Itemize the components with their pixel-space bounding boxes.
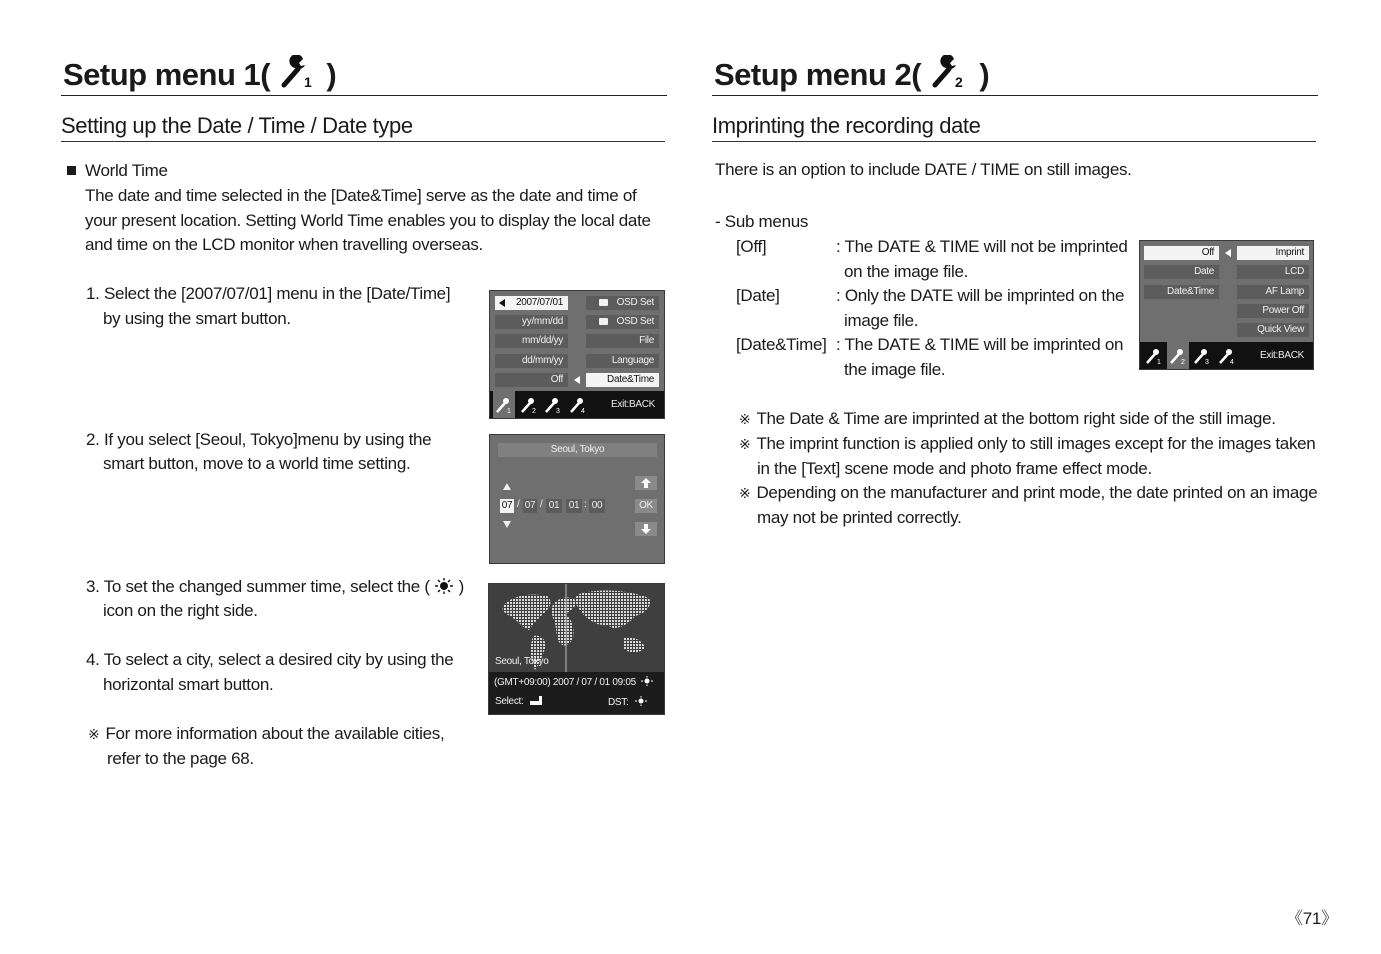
dst-hint [608,696,647,708]
menu-item-file[interactable]: File [586,334,659,348]
selection-arrow-icon [574,376,580,384]
setup-tab-2-icon[interactable] [1167,342,1189,369]
step-3-line-2: icon on the right side. [103,601,258,620]
svg-text:2: 2 [1181,359,1185,366]
map-city-label: Seoul, Tokyo [495,656,549,667]
right-title-rule [712,95,1318,96]
exit-back-label[interactable]: Exit:BACK [1260,350,1304,361]
lcd-screen-world-map [488,583,665,715]
right-note-3-line-2: may not be printed correctly. [757,508,962,527]
setup-tab-bar [490,391,664,418]
svg-text:1: 1 [304,74,312,89]
menu-item-osd-set-1[interactable]: OSD Set [586,296,659,310]
submenu-off-desc-2: on the image file. [844,262,969,281]
submenu-off-desc-1: : The DATE & TIME will not be imprinted [836,237,1128,256]
select-hint [495,696,542,707]
playback-icon [599,318,608,325]
world-time-label: World Time [85,161,168,180]
up-arrow-icon[interactable] [635,476,657,490]
lcd-screen-date-menu [489,290,665,419]
left-note-text-1: For more information about the available cities, [105,724,445,743]
step-2-line-1: 2. If you select [Seoul, Tokyo]menu by using the [86,430,432,449]
right-title-close: ) [979,57,990,92]
menu-item-imprint[interactable]: Imprint [1237,246,1309,260]
setup-tab-4-icon[interactable] [1216,342,1238,369]
dst-hint-sun-icon [635,696,647,706]
intro-line-3: and time on the LCD monitor when travelling overseas. [85,235,483,254]
submenu-date-key: [Date] [736,286,780,305]
submenu-datetime-key: [Date&Time] [736,335,827,354]
left-page-title [63,55,336,93]
right-subtitle-rule [712,141,1316,142]
left-arrow-icon [499,299,505,307]
field-hour[interactable]: 01 [566,499,582,513]
menu-item-off[interactable]: Off [495,373,568,387]
wrench-1-icon [278,55,318,89]
dst-label: DST: [608,697,629,708]
step-1-line-1: 1. Select the [2007/07/01] menu in the [Date/Time] [86,284,451,303]
setup-tab-4-icon[interactable] [567,391,589,418]
submenu-date-desc-2: image file. [844,311,919,330]
slash-separator-1: / [517,499,520,510]
down-triangle-icon [503,521,511,528]
slash-separator-2: / [540,499,543,510]
page-number: 《71》 [1286,909,1338,928]
menu-item-yymmdd[interactable]: yy/mm/dd [495,315,568,329]
down-arrow-icon[interactable] [635,522,657,536]
imprint-option-off[interactable]: Off [1144,246,1219,260]
submenu-off-key: [Off] [736,237,767,256]
menu-item-osd-set-2[interactable]: OSD Set [586,315,659,329]
setup-tab-2-icon[interactable] [518,391,540,418]
svg-text:1: 1 [507,408,511,415]
svg-text:3: 3 [556,408,560,415]
lcd-screen-world-time-setting [489,434,665,564]
submenu-datetime-desc-2: the image file. [844,360,946,379]
square-bullet-icon [67,166,76,175]
reference-mark: ※ [88,726,100,742]
world-time-heading [67,159,168,184]
imprint-option-date[interactable]: Date [1144,265,1219,279]
reference-mark: ※ [739,485,751,501]
field-year[interactable]: 01 [546,499,562,513]
field-month[interactable]: 07 [501,500,513,511]
left-subtitle-rule [61,141,665,142]
exit-back-label[interactable]: Exit:BACK [611,399,655,410]
setup-tab-1-icon[interactable] [493,391,515,418]
up-triangle-icon [503,483,511,490]
left-title-close: ) [326,57,337,92]
menu-item-language[interactable]: Language [586,354,659,368]
reference-mark: ※ [739,411,751,427]
setup-tab-1-icon[interactable] [1143,342,1165,369]
intro-line-2: your present location. Setting World Time enables you to display the local date [85,211,651,230]
svg-text:2: 2 [532,408,536,415]
lcd-screen-imprint-menu [1139,240,1314,370]
gmt-time-text: (GMT+09:00) 2007 / 07 / 01 09:05 [494,677,636,688]
smart-button-icon [530,696,542,705]
menu-item-quick-view[interactable]: Quick View [1237,323,1309,337]
menu-item-af-lamp[interactable]: AF Lamp [1237,285,1309,299]
right-intro: There is an option to include DATE / TIME on still images. [715,160,1132,179]
right-note-3 [739,481,1317,506]
intro-line-1: The date and time selected in the [Date&Time] serve as the date and time of [85,186,637,205]
left-subtitle: Setting up the Date / Time / Date type [61,113,413,138]
menu-item-power-off[interactable]: Power Off [1237,304,1309,318]
right-title-text: Setup menu 2( [714,57,922,92]
gmt-time-readout [494,676,653,688]
svg-text:1: 1 [1157,359,1161,366]
step-4-line-1: 4. To select a city, select a desired city by using the [86,650,454,669]
menu-item-date-time[interactable]: Date&Time [586,373,659,387]
left-note-line-1 [88,722,444,747]
left-title-text: Setup menu 1( [63,57,271,92]
left-note-line-2: refer to the page 68. [107,749,254,768]
right-note-3-text: Depending on the manufacturer and print mode, the date printed on an image [756,483,1318,502]
step-1-line-2: by using the smart button. [103,309,291,328]
submenu-date-desc-1: : Only the DATE will be imprinted on the [836,286,1125,305]
setup-tab-3-icon[interactable] [1191,342,1213,369]
wrench-2-icon [929,55,971,89]
right-note-1-text: The Date & Time are imprinted at the bottom right side of the still image. [756,409,1276,428]
submenu-datetime-desc-1: : The DATE & TIME will be imprinted on [836,335,1124,354]
sub-menus-label: - Sub menus [715,212,809,231]
setup-tab-3-icon[interactable] [542,391,564,418]
camera-icon [599,299,608,306]
left-title-rule [61,95,667,96]
select-label: Select: [495,696,524,707]
field-day[interactable]: 07 [524,500,536,511]
selection-arrow-icon [1225,249,1231,257]
right-note-1 [739,407,1276,432]
step-3-line-1 [86,575,464,600]
step-4-line-2: horizontal smart button. [103,675,274,694]
right-note-2 [739,432,1315,457]
right-note-2-text: The imprint function is applied only to still images except for the images taken [756,434,1316,453]
right-note-2-line-2: in the [Text] scene mode and photo frame effect mode. [757,459,1152,478]
dst-sun-icon [641,676,653,686]
svg-text:3: 3 [1205,359,1209,366]
menu-item-mmddyy[interactable]: mm/dd/yy [495,334,568,348]
step-2-line-2: smart button, move to a world time setting. [103,454,411,473]
right-subtitle: Imprinting the recording date [712,113,981,138]
colon-separator: : [584,499,587,510]
menu-item-ddmmyy[interactable]: dd/mm/yy [495,354,568,368]
ok-button[interactable]: OK [635,499,657,513]
sun-icon [434,577,454,593]
city-label[interactable]: Seoul, Tokyo [498,443,657,457]
right-page-title [714,55,989,93]
reference-mark: ※ [739,436,751,452]
svg-text:2: 2 [955,74,963,89]
step-3-text: 3. To set the changed summer time, select the ( [86,577,430,596]
svg-text:4: 4 [1230,359,1234,366]
imprint-option-date-time[interactable]: Date&Time [1144,285,1219,299]
step-3-close: ) [458,577,464,596]
svg-text:4: 4 [581,408,585,415]
menu-item-date-value[interactable]: 2007/07/01 [495,296,568,310]
field-minute[interactable]: 00 [589,499,605,513]
map-info-bar [489,672,664,714]
menu-item-lcd[interactable]: LCD [1237,265,1309,279]
setup-tab-bar [1140,342,1313,369]
